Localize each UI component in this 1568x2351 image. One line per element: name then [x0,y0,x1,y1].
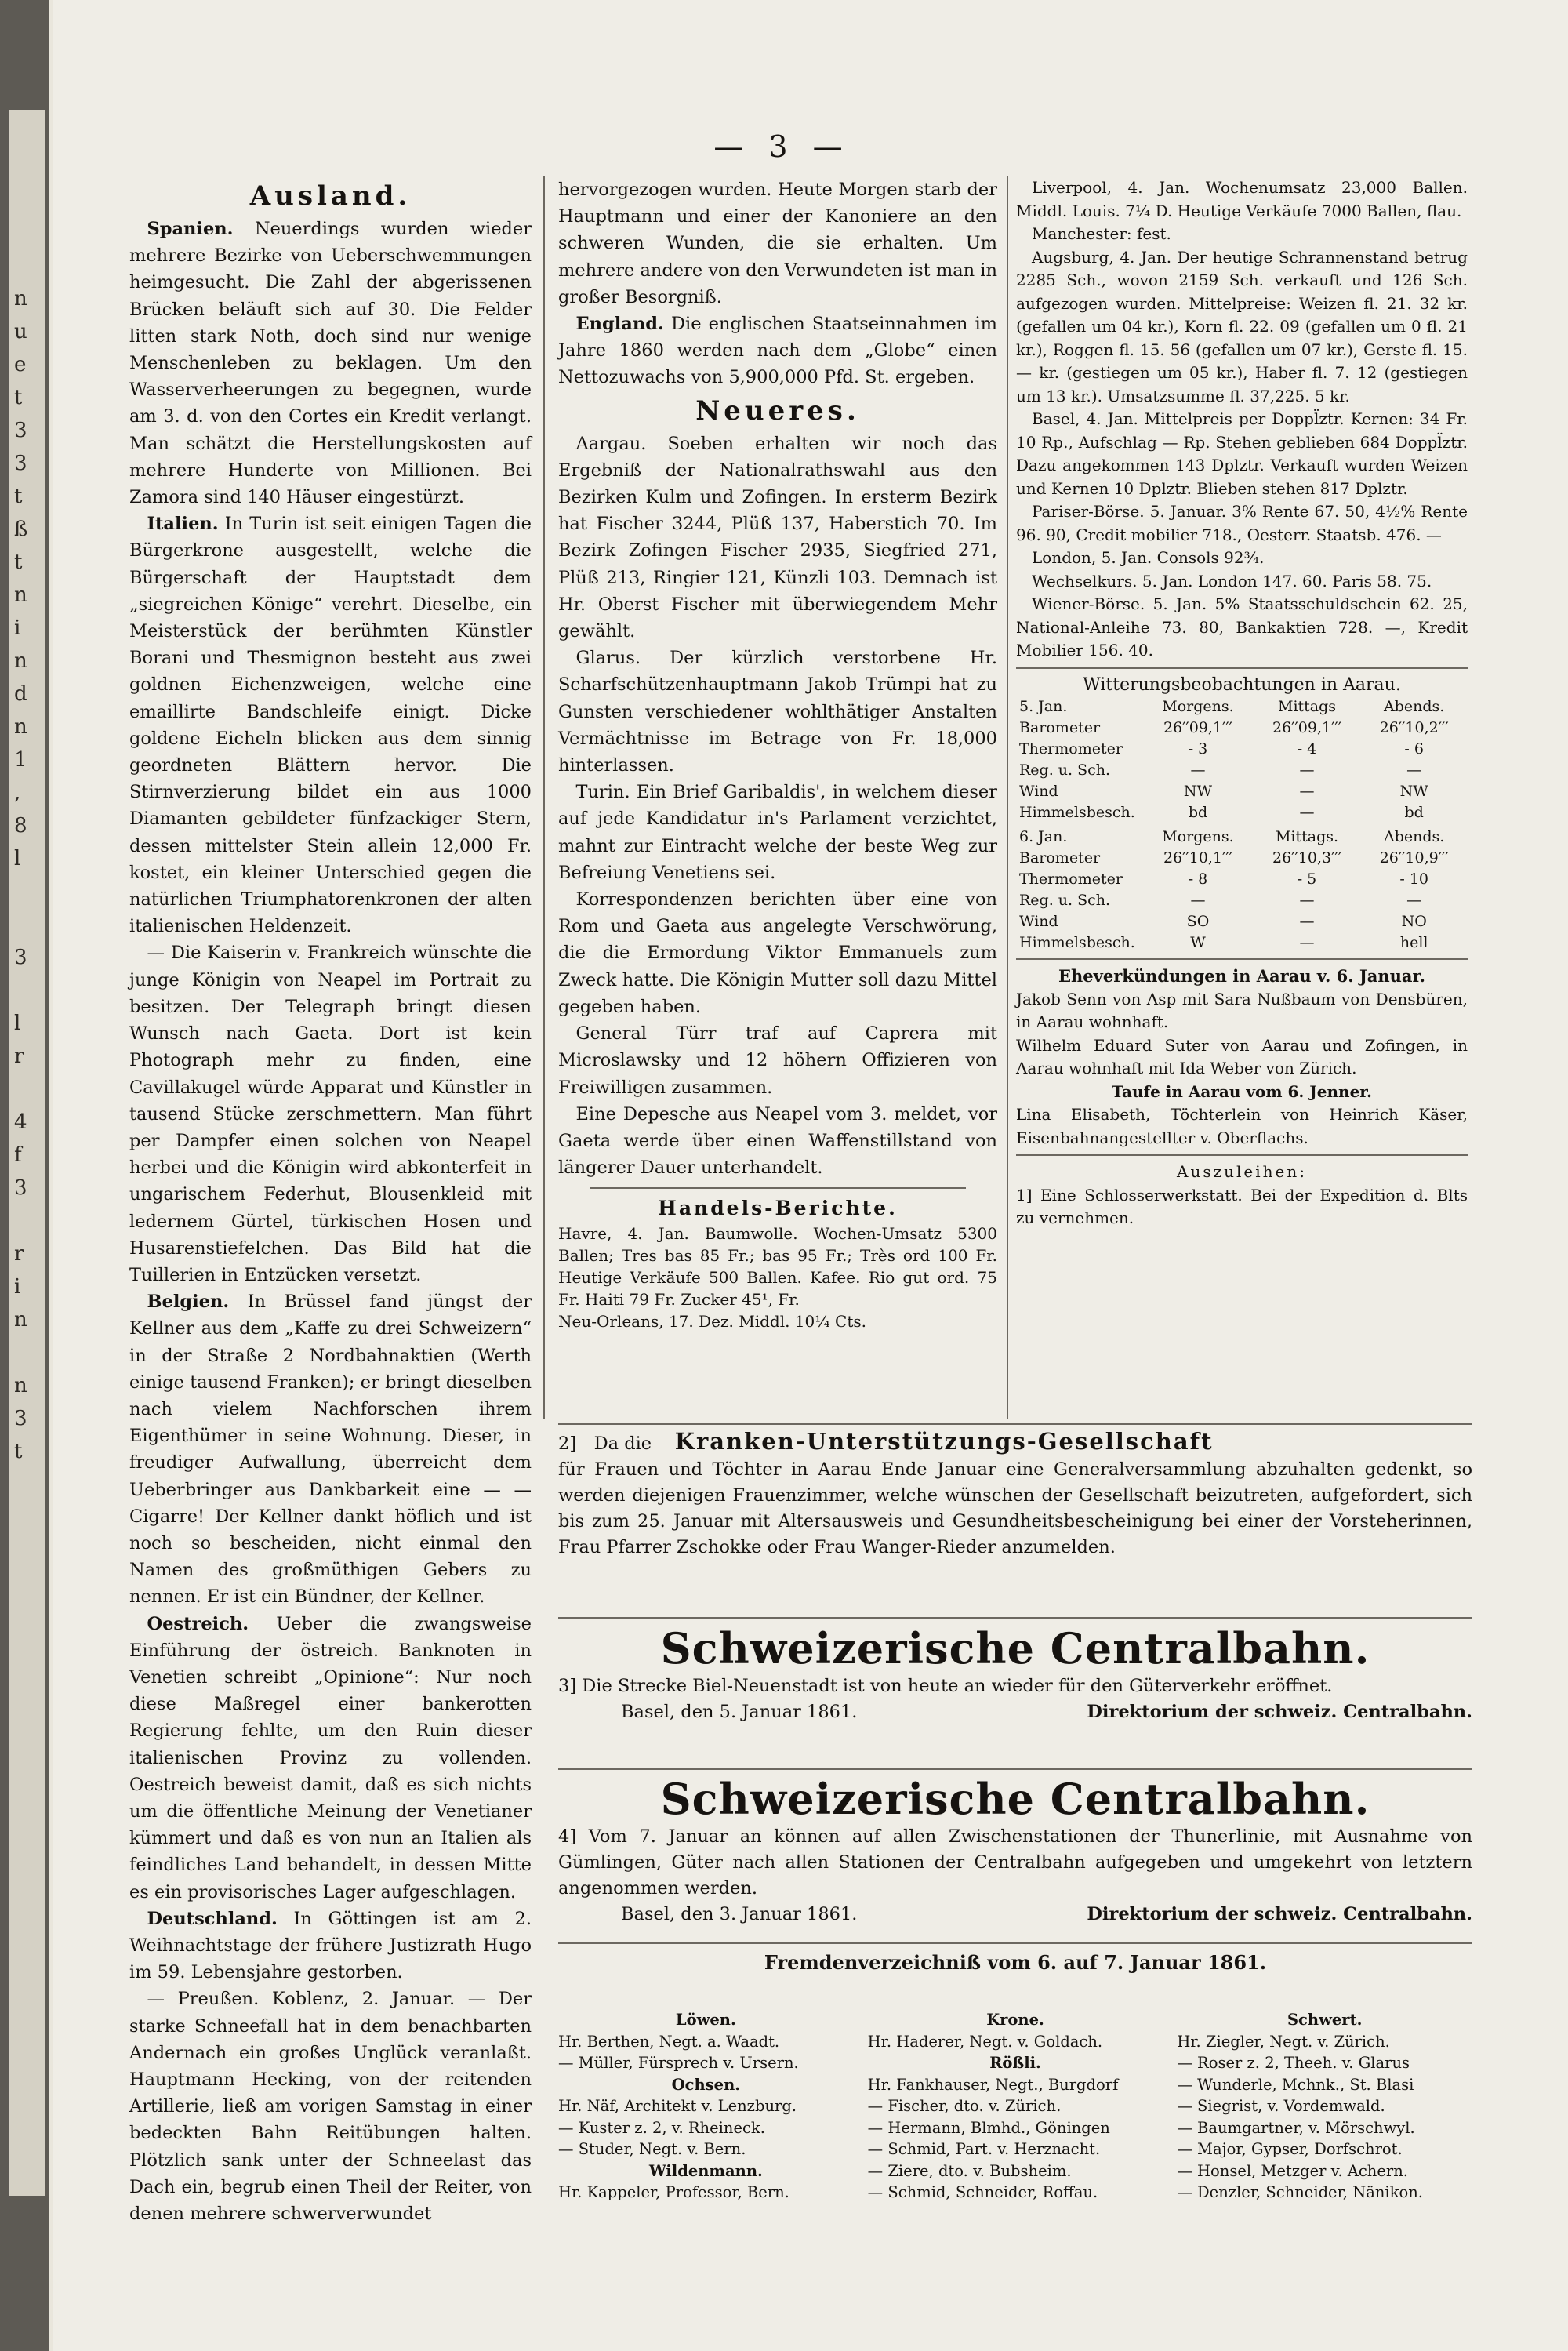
weather-col-noon: Mittags [1277,698,1337,715]
heading-oestreich: Oestreich. [147,1613,249,1634]
heading-england: England. [575,314,664,335]
column-ausland [129,176,532,2227]
text-turin: Turin. Ein Brief Garibaldis', in welchem dieser auf jede Kandidatur in's Parlament verzichtet, mahnt zur Eintracht welche der beste Weg zur Befreiung Venetiens sei. [558,782,997,883]
weather-row [1016,802,1468,823]
weather-date: 5. Jan. [1019,698,1068,715]
section-title-handel: Handels-Berichte. [658,1197,898,1220]
divider-handel [590,1187,966,1189]
weather-cell: — [1299,783,1315,800]
weather-label: Himmelsbesch. [1019,934,1135,951]
ehe-title: Eheverkündungen in Aarau v. 6. Januar. [1058,966,1425,986]
text-manchester: Manchester: fest. [1032,224,1171,243]
article-continuation: hervorgezogen wurden. Heute Morgen starb der Hauptmann und einer der Kanoniere an den schweren Wunden, die sie erhalten. Um mehrere andere von den Verwundeten ist man in großer Besorgniß. [558,180,997,307]
guest-entry: Hr. Fankhauser, Negt., Burgdorf [867,2075,1119,2094]
guest-entry: — Schmid, Schneider, Roffau. [867,2183,1098,2201]
weather-date: 6. Jan. [1019,828,1068,845]
fremden-columns [558,2009,1472,2204]
hotel-name: Wildenmann. [648,2161,763,2180]
weather-label: Thermometer [1019,740,1123,758]
weather-cell: - 3 [1188,740,1208,758]
weather-cell: NO [1401,913,1427,930]
weather-col-evening: Abends. [1384,828,1445,845]
report-havre: Havre, 4. Jan. Baumwolle. Wochen-Umsatz 5300 Ballen; Tres bas 85 Fr.; bas 95 Fr.; Très ord 100 Fr. Heutige Verkäufe 500 Ballen. Kafee. Rio gut ord. 75 Fr. Haiti 79 Fr. Zucker 45¹, Fr. [558,1223,997,1309]
text-preussen: — Preußen. Koblenz, 2. Januar. — Der starke Schneefall hat in dem benachbarten Andernach ein großes Unglück veranlaßt. Hauptmann Hecking, von der reitenden Artillerie, ließ am vorigen Samstag in einer bedeckten Bahn Reitübungen halten. Plötzlich sank unter der Schneelast das Dach ein, begrub einen Theil der Reiter, von denen mehrere schwerverwundet [129,1989,532,2225]
divider-notices [558,1423,1472,1425]
section-title-neueres: Neueres. [695,394,860,427]
weather-cell: NW [1183,783,1213,800]
notice-number: 2] [558,1433,577,1454]
weather-row [1016,890,1468,911]
fremden-col-3 [1177,2009,1472,2204]
column-boersen [1016,176,1468,1230]
weather-label: Reg. u. Sch. [1019,761,1111,779]
hotel-name: Rößli. [989,2054,1041,2072]
weather-cell: - 4 [1297,740,1317,758]
weather-cell: — [1299,913,1315,930]
text-aargau: Aargau. Soeben erhalten wir noch das Ergebniß der Nationalrathswahl aus den Bezirken Kulm und Zofingen. In ersterm Bezirk hat Fischer 3244, Plüß 137, Haberstich 70. Im Bezirk Zofingen Fischer 2935, Siegfried 271, Plüß 213, Ringier 121, Künzli 103. Demnach ist Hr. Oberst Fischer mit überwiegendem Mehr gewählt. [558,433,997,642]
article-oestreich [129,1611,532,1906]
hotel-name: Ochsen. [671,2075,741,2094]
weather-label: Wind [1019,913,1058,930]
notice-centralbahn-2-text: 4] Vom 7. Januar an können auf allen Zwischenstationen der Thunerlinie, mit Ausnahme von Gümlingen, Güter nach allen Stationen der Centralbahn aufgegeben und umgekehrt von letztern angenommen werden. [558,1826,1472,1899]
weather-header-row [1016,827,1468,848]
weather-row [1016,869,1468,890]
report-paris [1016,500,1468,547]
weather-label: Himmelsbesch. [1019,804,1135,821]
text-tuerr: General Türr traf auf Caprera mit Microslawsky und 12 höhern Offizieren von Freiwilligen zusammen. [558,1023,997,1098]
article-tuerr [558,1020,997,1101]
guest-entry: — Major, Gypser, Dorfschrot. [1177,2140,1403,2158]
weather-row [1016,848,1468,869]
divider-weather [1016,667,1468,669]
notice-centralbahn-2-footer [558,1902,1472,1928]
text-basel: Basel, 4. Jan. Mittelpreis per Doppl̈ztr. Kernen: 34 Fr. 10 Rp., Aufschlag — Rp. Stehen geblieben 684 Doppl̈ztr. Dazu angekommen 143 Dplztr. Verkauft wurden Weizen und Kernen 10 Dplztr. Blieben stehen 817 Dplztr. [1016,409,1468,498]
article-depesche [558,1101,997,1182]
weather-cell: bd [1404,804,1424,821]
text-england: Die englischen Staatseinnahmen im Jahre 1860 werden nach dem „Globe“ einen Nettozuwachs von 5,900,000 Pfd. St. ergeben. [558,314,998,388]
weather-label: Wind [1019,783,1058,800]
heading-italien: Italien. [147,514,219,535]
notice-centralbahn-2 [558,1774,1472,1928]
report-basel [1016,408,1468,500]
notice-krankenkasse-text: für Frauen und Töchter in Aarau Ende Januar eine Generalversammlung abzuhalten gedenkt, so werden diejenigen Frauenzimmer, welche wünschen der Gesellschaft beizutreten, aufgefordert, sich bis zum 25. Januar mit Altersausweis und Gesundheitsbescheinigung bei einer der Vorsteherinnen, Frau Pfarrer Zschokke oder Frau Wanger-Rieder anzumelden. [558,1459,1472,1557]
text-depesche: Eine Depesche aus Neapel vom 3. meldet, vor Gaeta werde über einen Waffenstillstand von längerer Dauer unterhandelt. [558,1103,997,1179]
report-wechsel [1016,570,1468,594]
taufe-entry: Lina Elisabeth, Töchterlein von Heinrich Käser, Eisenbahnangestellter v. Oberflachs. [1016,1105,1468,1147]
text-deutschland: In Göttingen ist am 2. Weihnachtstage der frühere Justizrath Hugo im 59. Lebensjahre gestorben. [129,1908,532,1983]
text-wechsel: Wechselkurs. 5. Jan. London 147. 60. Paris 58. 75. [1032,571,1432,590]
article-korrespondenzen [558,886,997,1020]
guest-entry: — Hermann, Blmhd., Göningen [867,2118,1110,2137]
ausleihen-entry: 1] Eine Schlosserwerkstatt. Bei der Expedition d. Blts zu vernehmen. [1016,1185,1468,1227]
heading-deutschland: Deutschland. [147,1908,278,1929]
weather-cell: - 6 [1404,740,1424,758]
adjacent-page-text: n u e t 3 3 t ß t n i n d n 1 , 8 l 3 l r 4 f 3 r i n n 3 t [14,287,28,1463]
divider-ausleihen [1016,1154,1468,1156]
weather-cell: 26′′10,3′′′ [1272,849,1342,867]
weather-row [1016,739,1468,760]
weather-label: Barometer [1019,719,1101,736]
weather-cell: — [1406,892,1422,909]
heading-belgien: Belgien. [147,1292,230,1313]
column-rule-1 [543,176,545,1419]
article-england [558,311,997,391]
hotel-name: Löwen. [675,2011,736,2029]
article-kaiserin [129,939,532,1288]
guest-entry: — Kuster z. 2, v. Rheineck. [558,2118,765,2137]
report-wien [1016,593,1468,663]
weather-cell: — [1190,892,1206,909]
notice-centralbahn-1 [558,1623,1472,1725]
weather-cell: — [1406,761,1422,779]
guest-entry: Hr. Ziegler, Negt. v. Zürich. [1177,2032,1390,2051]
notice-centralbahn-1-place: Basel, den 5. Januar 1861. [621,1702,858,1722]
weather-label: Reg. u. Sch. [1019,892,1111,909]
ausleihen-title: Auszuleihen: [1177,1162,1307,1181]
ehe-entry: Jakob Senn von Asp mit Sara Nußbaum von Densbüren, in Aarau wohnhaft. [1016,989,1468,1031]
notice-centralbahn-1-sign: Direktorium der schweiz. Centralbahn. [1087,1702,1472,1722]
guest-entry: Hr. Näf, Architekt v. Lenzburg. [558,2097,797,2115]
article-turin [558,779,997,886]
weather-row [1016,932,1468,954]
weather-col-evening: Abends. [1384,698,1445,715]
fremden-col-2 [868,2009,1163,2204]
article-belgien [129,1288,532,1610]
weather-cell: - 10 [1399,870,1428,888]
guest-entry: — Siegrist, v. Vordemwald. [1177,2097,1385,2115]
guest-entry: — Ziere, dto. v. Bubsheim. [867,2161,1072,2180]
text-italien: In Turin ist seit einigen Tagen die Bürgerkrone ausgestellt, welche die Bürgerschaft der Hauptstadt dem „siegreichen Könige“ verehrt. Dieselbe, ein Meisterstück der berühmten Künstler Borani und Thesmignon besteht aus zwei goldnen Eichenzweigen, welche eine emaillirte Bandschleife einigt. Dicke goldene Eicheln blicken aus dem sinnig geordneten Blättern hervor. Die Stirnverzierung bildet ein aus 1000 Diamanten gebildeter fünfzackiger Stern, dessen mittelster Stein allein 12,000 Fr. kostet, ein kleiner Unterschied gegen die natürlichen Triumphatorenkronen der alten italienischen Heldenzeit. [129,514,532,937]
text-augsburg: Augsburg, 4. Jan. Der heutige Schrannenstand betrug 2285 Sch., wovon 2159 Sch. verkauft und 126 Sch. aufgezogen wurden. Mittelpreise: Weizen fl. 21. 32 kr. (gefallen um 04 kr.), Korn fl. 22. 09 (gefallen um 0 fl. 21 kr.), Roggen fl. 15. 56 (gefallen um 07 kr.), Gerste fl. 15. — kr. (gestiegen um 05 kr.), Haber fl. 7. 12 (gestiegen um 13 kr.). Umsatzsumme fl. 37,225. 5 kr. [1016,247,1468,405]
weather-cell: - 8 [1188,870,1208,888]
report-london [1016,547,1468,570]
column-rule-2 [1007,176,1008,1419]
weather-cell: 26′′10,2′′′ [1379,719,1449,736]
weather-table-jan5 [1016,696,1468,823]
notice-centralbahn-1-footer [558,1699,1472,1725]
weather-cell: — [1190,761,1206,779]
article-glarus [558,645,997,779]
fremden-title-text: Fremdenverzeichniß vom 6. auf 7. Januar 1861. [764,1951,1267,1974]
notice-krankenkasse-head [558,1429,1472,1457]
text-spanien: Neuerdings wurden wieder mehrere Bezirke von Ueberschwemmungen heimgesucht. Die Zahl der abgerissenen Brücken beläuft sich auf 30. Die Felder litten stark Noth, doch sind nur wenige Menschenleben zu beklagen. Um den Wasserverheerungen zu begegnen, wurde am 3. d. von den Cortes ein Kredit verlangt. Man schätzt die Herstellungskosten auf mehrere Hunderte von Millionen. Bei Zamora sind 140 Häuser eingestürzt. [129,219,532,508]
weather-cell: bd [1188,804,1208,821]
weather-col-morning: Morgens. [1162,828,1234,845]
notice-da: Da die [593,1433,652,1454]
taufe-title: Taufe in Aarau vom 6. Jenner. [1112,1081,1372,1101]
article-italien [129,511,532,939]
notice-krankenkasse-title: Kranken-Unterstützungs-Gesellschaft [674,1428,1214,1455]
guest-entry: — Roser z. 2, Theeh. v. Glarus [1177,2054,1410,2072]
hotel-name: Krone. [986,2011,1044,2029]
weather-cell: — [1299,804,1315,821]
weather-title: Witterungsbeobachtungen in Aarau. [1083,674,1401,695]
article-aargau [558,431,997,645]
weather-col-morning: Morgens. [1162,698,1234,715]
text-oestreich: Ueber die zwangsweise Einführung der östreich. Banknoten in Venetien schreibt „Opinione“: Nur noch diese Maßregel einer bankerotten Regierung fehlte, um den Ruin dieser italienischen Provinz zu vollenden. Oestreich beweist damit, daß es sich nichts um die öffentliche Meinung der Venetianer kümmert und daß es von nun an Italien als feindliches Land behandelt, in dessen Mitte es ein provisorisches Lager aufgeschlagen. [129,1613,532,1902]
guest-entry: — Denzler, Schneider, Nänikon. [1177,2183,1423,2201]
notice-centralbahn-2-title: Schweizerische Centralbahn. [660,1774,1370,1824]
weather-cell: W [1190,934,1206,951]
report-augsburg [1016,246,1468,409]
text-korrespondenzen: Korrespondenzen berichten über eine von Rom und Gaeta aus angelegte Verschwörung, die die Ermordung Viktor Emmanuels zum Zweck hatte. Die Königin Mutter soll dazu Mittel gegeben haben. [558,889,997,1017]
weather-label: Thermometer [1019,870,1123,888]
text-london: London, 5. Jan. Consols 92¾. [1032,548,1265,567]
text-kaiserin: — Die Kaiserin v. Frankreich wünschte die junge Königin von Neapel im Portrait zu besitzen. Der Telegraph bringt diesen Wunsch nach Gaeta. Dort ist kein Photograph mehr zu finden, eine Cavillakugel würde Apparat und Künstler in tausend Stücke zerschmettern. Man führt per Dampfer einen solchen von Neapel herbei und die Königin wird abkonterfeit in ungarischem Federhut, Blousenkleid mit ledernem Gürtel, türkischen Hosen und Husarenstiefelchen. Das Bild hat die Tuillerien in Entzücken versetzt. [129,943,532,1285]
weather-cell: — [1299,761,1315,779]
ehe-entry: Wilhelm Eduard Suter von Aarau und Zofingen, in Aarau wohnhaft mit Ida Weber von Zürich. [1016,1035,1468,1077]
fremden-title [558,1949,1472,1977]
weather-label: Barometer [1019,849,1101,867]
report-liverpool [1016,176,1468,223]
heading-spanien: Spanien. [147,219,234,239]
weather-cell: - 5 [1297,870,1317,888]
guest-entry: Hr. Berthen, Negt. a. Waadt. [558,2032,780,2051]
fremden-col-1 [558,2009,854,2204]
guest-entry: — Baumgartner, v. Mörschwyl. [1177,2118,1415,2137]
notice-centralbahn-2-sign: Direktorium der schweiz. Centralbahn. [1087,1904,1472,1924]
weather-row [1016,781,1468,802]
weather-cell: SO [1186,913,1210,930]
weather-cell: 26′′09,1′′′ [1272,719,1342,736]
weather-cell: 26′′10,1′′′ [1163,849,1232,867]
divider-centralbahn-1 [558,1617,1472,1619]
weather-cell: — [1299,892,1315,909]
weather-row [1016,911,1468,932]
guest-entry: — Wunderle, Mchnk., St. Blasi [1177,2075,1414,2094]
guest-entry: — Fischer, dto. v. Zürich. [867,2097,1062,2115]
weather-cell: 26′′10,9′′′ [1379,849,1449,867]
weather-row [1016,760,1468,781]
guest-entry: Hr. Kappeler, Professor, Bern. [558,2183,789,2201]
guest-entry: — Müller, Fürsprech v. Ursern. [558,2054,799,2072]
article-preussen [129,1986,532,2227]
text-glarus: Glarus. Der kürzlich verstorbene Hr. Scharfschützenhauptmann Jakob Trümpi hat zu Gunsten verschiedener wohlthätiger Anstalten Vermächtnisse im Betrage von Fr. 18,000 hinterlassen. [558,648,997,776]
weather-table-jan6 [1016,827,1468,954]
notice-centralbahn-1-text: 3] Die Strecke Biel-Neuenstadt ist von heute an wieder für den Güterverkehr eröffnet. [558,1676,1333,1696]
hotel-name: Schwert. [1287,2011,1363,2029]
guest-entry: — Studer, Negt. v. Bern. [558,2140,746,2158]
notice-centralbahn-2-place: Basel, den 3. Januar 1861. [621,1904,858,1924]
text-wien: Wiener-Börse. 5. Jan. 5% Staatsschuldschein 62. 25, National-Anleihe 73. 80, Bankaktien 728. —, Kredit Mobilier 156. 40. [1016,594,1468,660]
notice-krankenkasse [558,1429,1472,1561]
text-belgien: In Brüssel fand jüngst der Kellner aus dem „Kaffe zu drei Schweizern“ in der Straße 2 Nordbahnaktien (Werth einige tausend Franken); er bringt dieselben nach vielem Nachforschen ihrem Eigenthümer in seine Wohnung. Dieser, in freudiger Aufwallung, überreicht dem Ueberbringer aus Dankbarkeit eine — — Cigarre! Der Kellner dankt höflich und ist noch so bescheiden, nicht einmal den Namen des großmüthigen Gebers zu nennen. Er ist ein Bündner, der Kellner. [129,1292,532,1608]
divider-fremden [558,1942,1472,1944]
guest-entry: Hr. Haderer, Negt. v. Goldach. [867,2032,1103,2051]
guest-entry: — Honsel, Metzger v. Achern. [1177,2161,1408,2180]
weather-header-row [1016,696,1468,718]
notice-centralbahn-1-title: Schweizerische Centralbahn. [660,1623,1370,1673]
divider-centralbahn-2 [558,1768,1472,1770]
report-new-orleans: Neu-Orleans, 17. Dez. Middl. 10¼ Cts. [558,1311,866,1331]
weather-cell: hell [1399,934,1428,951]
article-spanien [129,216,532,511]
page-number: — 3 — [713,129,851,164]
weather-col-noon: Mittags. [1275,828,1339,845]
report-manchester [1016,223,1468,246]
weather-cell: 26′′09,1′′′ [1163,719,1232,736]
weather-cell: NW [1399,783,1428,800]
section-title-ausland: Ausland. [249,180,412,212]
text-liverpool: Liverpool, 4. Jan. Wochenumsatz 23,000 Ballen. Middl. Louis. 7¼ D. Heutige Verkäufe 7000 Ballen, flau. [1016,178,1468,220]
guest-entry: — Schmid, Part. v. Herznacht. [867,2140,1101,2158]
weather-cell: — [1299,934,1315,951]
weather-row [1016,718,1468,739]
adjacent-page-edge [9,110,45,2196]
column-neueres [558,176,997,1332]
divider-ehe [1016,958,1468,960]
article-deutschland [129,1906,532,1986]
text-paris: Pariser-Börse. 5. Januar. 3% Rente 67. 50, 4½% Rente 96. 90, Credit mobilier 718., Oesterr. Staatsb. 476. — [1016,502,1468,544]
